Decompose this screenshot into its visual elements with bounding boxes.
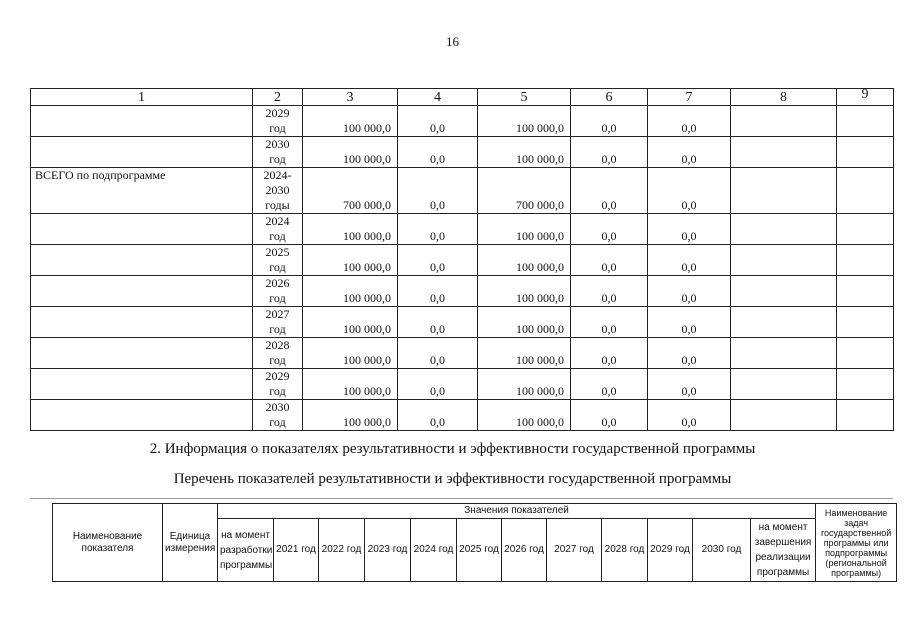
col-header: 2	[253, 89, 303, 106]
value-cell: 0,0	[648, 369, 731, 400]
value-cell: 0,0	[398, 400, 478, 431]
value-cell: 0,0	[398, 276, 478, 307]
col-tasks-header: Наименование задач государственной программы или подпрограммы (региональной программы)	[816, 504, 897, 582]
row-name-cell	[31, 400, 253, 431]
empty-cell	[837, 245, 894, 276]
col-name-header: Наименование показателя	[53, 504, 163, 582]
row-year-cell	[253, 168, 303, 214]
year-header: 2028 год	[602, 519, 648, 582]
year-line: 2030	[265, 137, 290, 151]
col-header: 3	[303, 89, 398, 106]
divider	[30, 498, 893, 499]
value-cell: 0,0	[571, 168, 648, 214]
year-line: 2026	[265, 276, 290, 290]
year-line: год	[269, 322, 286, 336]
empty-cell	[731, 307, 837, 338]
empty-cell	[731, 369, 837, 400]
value-cell: 100 000,0	[478, 137, 571, 168]
year-line: 2028	[265, 338, 290, 352]
year-header: 2024 год	[411, 519, 457, 582]
row-name-cell	[31, 214, 253, 245]
year-header: 2023 год	[365, 519, 411, 582]
year-header: 2027 год	[547, 519, 602, 582]
empty-cell	[837, 214, 894, 245]
value-cell: 0,0	[398, 245, 478, 276]
value-cell: 100 000,0	[478, 245, 571, 276]
row-year-cell	[253, 214, 303, 245]
value-cell: 100 000,0	[478, 369, 571, 400]
empty-cell	[731, 276, 837, 307]
value-cell: 0,0	[571, 137, 648, 168]
year-header: 2022 год	[319, 519, 365, 582]
row-name-cell	[31, 369, 253, 400]
empty-cell	[837, 338, 894, 369]
value-cell: 0,0	[648, 214, 731, 245]
row-name-cell	[31, 307, 253, 338]
table-row	[31, 369, 894, 400]
value-cell: 100 000,0	[303, 400, 398, 431]
row-name-cell	[31, 338, 253, 369]
row-year-cell	[253, 245, 303, 276]
table-header-row	[31, 89, 894, 106]
funding-table	[30, 88, 894, 431]
year-header: 2030 год	[693, 519, 751, 582]
values-header: Значения показателей	[218, 504, 816, 519]
table-row	[31, 400, 894, 431]
empty-cell	[731, 338, 837, 369]
year-line: год	[269, 384, 286, 398]
value-cell: 0,0	[398, 307, 478, 338]
year-line: 2025	[265, 245, 290, 259]
year-line: 2029	[265, 369, 290, 383]
col-header: 4	[398, 89, 478, 106]
table-row	[31, 168, 894, 214]
row-year-cell	[253, 276, 303, 307]
value-cell: 100 000,0	[303, 137, 398, 168]
table-row	[31, 137, 894, 168]
value-cell: 100 000,0	[303, 245, 398, 276]
row-year-cell	[253, 400, 303, 431]
empty-cell	[837, 106, 894, 137]
value-cell: 100 000,0	[478, 214, 571, 245]
value-cell: 100 000,0	[303, 369, 398, 400]
year-line: годы	[265, 198, 290, 212]
value-cell: 0,0	[648, 137, 731, 168]
value-cell: 100 000,0	[478, 106, 571, 137]
value-cell: 100 000,0	[478, 307, 571, 338]
year-line: год	[269, 152, 286, 166]
row-name-cell	[31, 137, 253, 168]
year-header: 2029 год	[648, 519, 693, 582]
row-name-cell	[31, 245, 253, 276]
empty-cell	[837, 276, 894, 307]
value-cell: 0,0	[571, 245, 648, 276]
value-cell: 100 000,0	[478, 276, 571, 307]
col-header: 7	[648, 89, 731, 106]
row-year-cell	[253, 307, 303, 338]
year-line: год	[269, 353, 286, 367]
year-line: 2030	[265, 400, 290, 414]
col-header: 1	[31, 89, 253, 106]
empty-cell	[837, 369, 894, 400]
empty-cell	[837, 137, 894, 168]
value-cell: 100 000,0	[303, 106, 398, 137]
value-cell: 100 000,0	[303, 214, 398, 245]
value-cell: 700 000,0	[478, 168, 571, 214]
year-line: год	[269, 415, 286, 429]
empty-cell	[731, 137, 837, 168]
table-row	[31, 106, 894, 137]
value-cell: 0,0	[648, 245, 731, 276]
value-cell: 0,0	[571, 338, 648, 369]
empty-cell	[837, 168, 894, 214]
year-line: год	[269, 291, 286, 305]
col-dev-header: на момент разработки программы	[218, 519, 274, 582]
year-line: 2024-	[263, 168, 292, 182]
value-cell: 0,0	[648, 168, 731, 214]
value-cell: 0,0	[398, 106, 478, 137]
value-cell: 100 000,0	[303, 307, 398, 338]
row-year-cell	[253, 369, 303, 400]
value-cell: 0,0	[648, 338, 731, 369]
value-cell: 0,0	[648, 276, 731, 307]
table-row	[31, 214, 894, 245]
table-row	[31, 276, 894, 307]
value-cell: 0,0	[398, 214, 478, 245]
value-cell: 0,0	[571, 400, 648, 431]
indicators-table	[52, 503, 897, 582]
col-header: 6	[571, 89, 648, 106]
empty-cell	[731, 400, 837, 431]
row-year-cell	[253, 137, 303, 168]
col-end-header: на момент завершения реализации программы	[751, 519, 816, 582]
col-header: 9	[837, 89, 894, 106]
value-cell: 0,0	[571, 276, 648, 307]
row-name-cell: ВСЕГО по подпрограмме	[31, 168, 253, 214]
empty-cell	[837, 400, 894, 431]
year-line: год	[269, 260, 286, 274]
empty-cell	[731, 168, 837, 214]
value-cell: 0,0	[571, 369, 648, 400]
year-line: год	[269, 121, 286, 135]
col-header: 8	[731, 89, 837, 106]
empty-cell	[731, 214, 837, 245]
value-cell: 0,0	[648, 400, 731, 431]
section-heading: 2. Информация о показателях результативности и эффективности государственной программы	[149, 441, 756, 457]
value-cell: 0,0	[648, 106, 731, 137]
year-header: 2021 год	[274, 519, 319, 582]
value-cell: 0,0	[571, 307, 648, 338]
value-cell: 100 000,0	[303, 276, 398, 307]
sub-heading: Перечень показателей результативности и эффективности государственной программы	[173, 471, 732, 487]
page-number: 16	[446, 34, 459, 49]
value-cell: 0,0	[398, 168, 478, 214]
year-line: 2024	[265, 214, 290, 228]
value-cell: 100 000,0	[478, 400, 571, 431]
row-name-cell	[31, 106, 253, 137]
table-row	[31, 338, 894, 369]
empty-cell	[731, 245, 837, 276]
col-unit-header: Единица измерения	[163, 504, 218, 582]
value-cell: 100 000,0	[478, 338, 571, 369]
year-line: 2027	[265, 307, 290, 321]
value-cell: 0,0	[398, 137, 478, 168]
col-header: 5	[478, 89, 571, 106]
year-header: 2025 год	[457, 519, 502, 582]
value-cell: 100 000,0	[303, 338, 398, 369]
row-name-cell	[31, 276, 253, 307]
value-cell: 700 000,0	[303, 168, 398, 214]
empty-cell	[837, 307, 894, 338]
row-year-cell	[253, 106, 303, 137]
empty-cell	[731, 106, 837, 137]
year-line: год	[269, 229, 286, 243]
row-year-cell	[253, 338, 303, 369]
table-row	[31, 245, 894, 276]
year-header: 2026 год	[502, 519, 547, 582]
value-cell: 0,0	[398, 369, 478, 400]
year-line: 2029	[265, 106, 290, 120]
value-cell: 0,0	[648, 307, 731, 338]
value-cell: 0,0	[571, 214, 648, 245]
value-cell: 0,0	[571, 106, 648, 137]
value-cell: 0,0	[398, 338, 478, 369]
table-row	[31, 307, 894, 338]
year-line: 2030	[265, 183, 290, 197]
